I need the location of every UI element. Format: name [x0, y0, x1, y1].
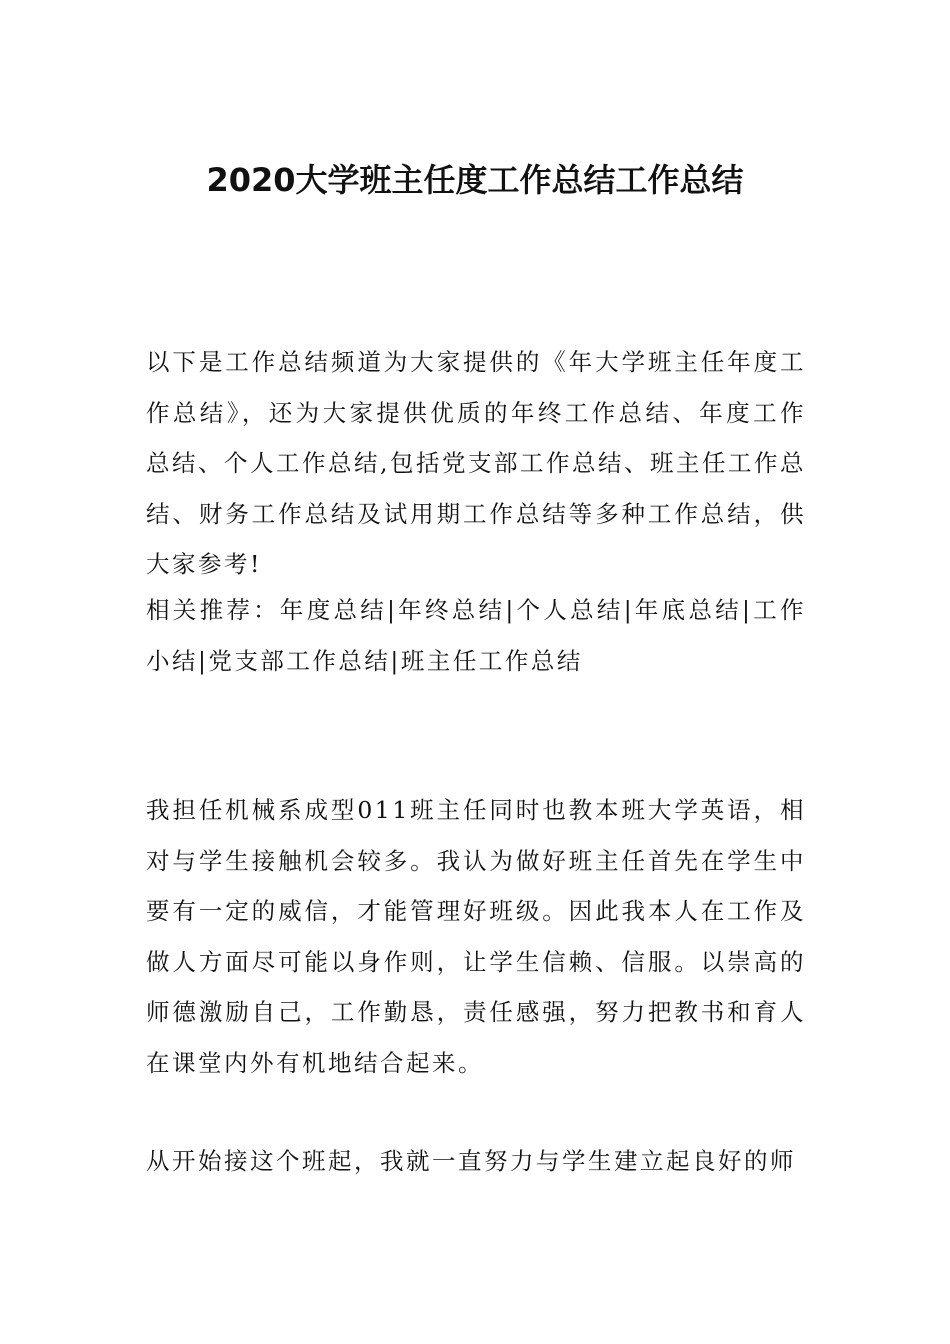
body-paragraph-1: 我担任机械系成型011班主任同时也教本班大学英语，相对与学生接触机会较多。我认为做好班主任首先在学生中要有一定的威信，才能管理好班级。因此我本人在工作及做人方面尽可能以身作则，让学生信赖、信服。以崇高的师德激励自己，工作勤恳，责任感强，努力把教书和育人在课堂内外有机地结合起来。: [146, 796, 806, 1077]
document-title: 2020大学班主任度工作总结工作总结: [206, 161, 744, 199]
intro-paragraph: 以下是工作总结频道为大家提供的《年大学班主任年度工作总结》，还为大家提供优质的年终工作总结、年度工作总结、个人工作总结,包括党支部工作总结、班主任工作总结、财务工作总结及试用期工作总结等多种工作总结，供大家参考!: [146, 348, 806, 578]
related-links-paragraph: 相关推荐：年度总结|年终总结|个人总结|年底总结|工作小结|党支部工作总结|班主任工作总结: [146, 596, 806, 675]
body-paragraph-2: 从开始接这个班起，我就一直努力与学生建立起良好的师: [146, 1147, 796, 1175]
